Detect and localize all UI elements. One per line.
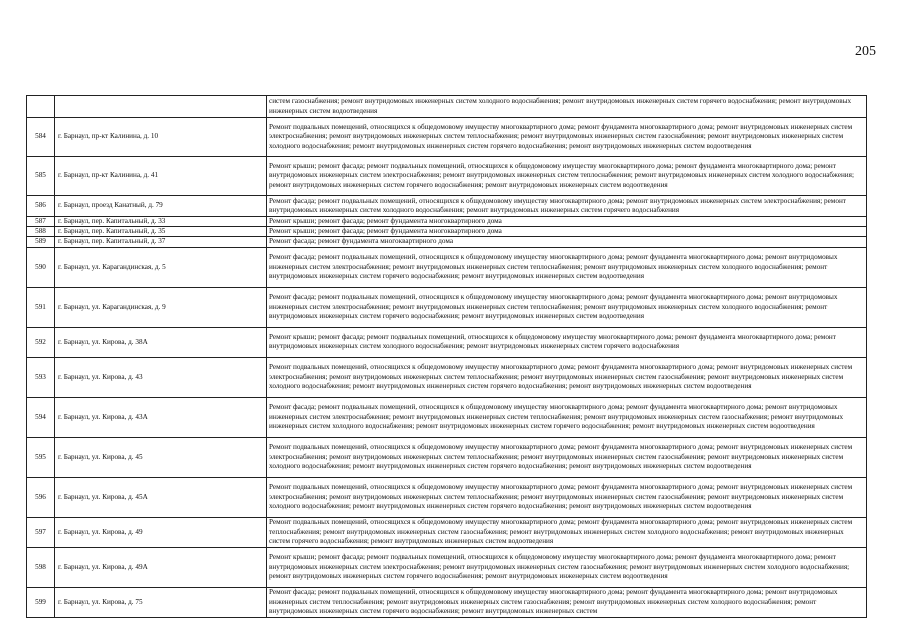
repair-works: Ремонт подвальных помещений, относящихся к общедомовому имуществу многоквартирного дома; ремонт фундамента многоквартирного дома; ремонт внутридомовых инженерных систем теплоснабжения; ремонт внутридомовых инженерных систем газоснабжения; ремонт внутридомовых инженерных систем холодного водоснабжения; ремонт внутридомовых инженерных систем горячего водоснабжения; ремонт внутридомовых инженерных систем водоотведения bbox=[267, 517, 867, 547]
building-address: г. Барнаул, ул. Кирова, д. 75 bbox=[55, 587, 267, 617]
table-row bbox=[27, 517, 867, 547]
repair-works: Ремонт фасада; ремонт подвальных помещений, относящихся к общедомовому имуществу многоквартирного дома; ремонт фундамента многоквартирного дома; ремонт внутридомовых инженерных систем электроснабжения; ремонт внутридомовых инженерных систем теплоснабжения; ремонт внутридомовых инженерных систем холодного водоснабжения; ремонт внутридомовых инженерных систем горячего водоснабжения; ремонт внутридомовых инженерных систем водоотведения bbox=[267, 287, 867, 327]
building-address: г. Барнаул, проезд Канатный, д. 79 bbox=[55, 196, 267, 217]
building-address: г. Барнаул, ул. Кирова, д. 43А bbox=[55, 397, 267, 437]
building-address bbox=[55, 96, 267, 118]
row-number: 594 bbox=[27, 397, 55, 437]
row-number: 596 bbox=[27, 477, 55, 517]
repair-register-table bbox=[26, 95, 867, 618]
table-row bbox=[27, 397, 867, 437]
row-number: 585 bbox=[27, 157, 55, 196]
repair-works: Ремонт подвальных помещений, относящихся к общедомовому имуществу многоквартирного дома; ремонт фундамента многоквартирного дома; ремонт внутридомовых инженерных систем электроснабжения; ремонт внутридомовых инженерных систем теплоснабжения; ремонт внутридомовых инженерных систем газоснабжения; ремонт внутридомовых инженерных систем холодного водоснабжения; ремонт внутридомовых инженерных систем горячего водоснабжения; ремонт внутридомовых инженерных систем водоотведения bbox=[267, 437, 867, 477]
row-number bbox=[27, 96, 55, 118]
building-address: г. Барнаул, ул. Кирова, д. 43 bbox=[55, 357, 267, 397]
row-number: 598 bbox=[27, 547, 55, 587]
row-number: 595 bbox=[27, 437, 55, 477]
table-row bbox=[27, 217, 867, 227]
building-address: г. Барнаул, пр-кт Калинина, д. 10 bbox=[55, 118, 267, 157]
page-number: 205 bbox=[855, 44, 876, 59]
repair-works: Ремонт крыши; ремонт фасада; ремонт фундамента многоквартирного дома bbox=[267, 217, 867, 227]
building-address: г. Барнаул, пер. Капитальный, д. 35 bbox=[55, 227, 267, 237]
repair-works: систем газоснабжения; ремонт внутридомовых инженерных систем холодного водоснабжения; ремонт внутридомовых инженерных систем горячего водоснабжения; ремонт внутридомовых инженерных систем водоотведения bbox=[267, 96, 867, 118]
row-number: 584 bbox=[27, 118, 55, 157]
row-number: 587 bbox=[27, 217, 55, 227]
building-address: г. Барнаул, пер. Капитальный, д. 33 bbox=[55, 217, 267, 227]
row-number: 592 bbox=[27, 327, 55, 357]
repair-works: Ремонт крыши; ремонт фасада; ремонт подвальных помещений, относящихся к общедомовому имуществу многоквартирного дома; ремонт фундамента многоквартирного дома; ремонт внутридомовых инженерных систем электроснабжения; ремонт внутридомовых инженерных систем теплоснабжения; ремонт внутридомовых инженерных систем холодного водоснабжения; ремонт внутридомовых инженерных систем горячего водоснабжения; ремонт внутридомовых инженерных систем водоотведения bbox=[267, 157, 867, 196]
repair-works: Ремонт крыши; ремонт фасада; ремонт подвальных помещений, относящихся к общедомовому имуществу многоквартирного дома; ремонт фундамента многоквартирного дома; ремонт внутридомовых инженерных систем холодного водоснабжения; ремонт внутридомовых инженерных систем горячего водоснабжения bbox=[267, 327, 867, 357]
repair-works: Ремонт фасада; ремонт подвальных помещений, относящихся к общедомовому имуществу многоквартирного дома; ремонт фундамента многоквартирного дома; ремонт внутридомовых инженерных систем электроснабжения; ремонт внутридомовых инженерных систем теплоснабжения; ремонт внутридомовых инженерных систем холодного водоснабжения; ремонт внутридомовых инженерных систем горячего водоснабжения; ремонт внутридомовых инженерных систем водоотведения bbox=[267, 247, 867, 287]
table-row bbox=[27, 247, 867, 287]
repair-works: Ремонт подвальных помещений, относящихся к общедомовому имуществу многоквартирного дома; ремонт фундамента многоквартирного дома; ремонт внутридомовых инженерных систем электроснабжения; ремонт внутридомовых инженерных систем теплоснабжения; ремонт внутридомовых инженерных систем газоснабжения; ремонт внутридомовых инженерных систем холодного водоснабжения; ремонт внутридомовых инженерных систем горячего водоснабжения; ремонт внутридомовых инженерных систем водоотведения bbox=[267, 118, 867, 157]
row-number: 599 bbox=[27, 587, 55, 617]
row-number: 590 bbox=[27, 247, 55, 287]
building-address: г. Барнаул, ул. Кирова, д. 49 bbox=[55, 517, 267, 547]
building-address: г. Барнаул, ул. Кирова, д. 45А bbox=[55, 477, 267, 517]
table-row bbox=[27, 237, 867, 247]
table-row bbox=[27, 287, 867, 327]
building-address: г. Барнаул, пр-кт Калинина, д. 41 bbox=[55, 157, 267, 196]
table-row bbox=[27, 196, 867, 217]
building-address: г. Барнаул, ул. Кирова, д. 49А bbox=[55, 547, 267, 587]
row-number: 597 bbox=[27, 517, 55, 547]
table-row bbox=[27, 357, 867, 397]
row-number: 593 bbox=[27, 357, 55, 397]
row-number: 589 bbox=[27, 237, 55, 247]
table-row bbox=[27, 477, 867, 517]
table-row bbox=[27, 96, 867, 118]
repair-works: Ремонт фасада; ремонт фундамента многоквартирного дома bbox=[267, 237, 867, 247]
row-number: 588 bbox=[27, 227, 55, 237]
table-row bbox=[27, 327, 867, 357]
repair-works: Ремонт подвальных помещений, относящихся к общедомовому имуществу многоквартирного дома; ремонт фундамента многоквартирного дома; ремонт внутридомовых инженерных систем электроснабжения; ремонт внутридомовых инженерных систем теплоснабжения; ремонт внутридомовых инженерных систем газоснабжения; ремонт внутридомовых инженерных систем холодного водоснабжения; ремонт внутридомовых инженерных систем горячего водоснабжения; ремонт внутридомовых инженерных систем водоотведения bbox=[267, 357, 867, 397]
table-row bbox=[27, 587, 867, 617]
repair-works: Ремонт фасада; ремонт подвальных помещений, относящихся к общедомовому имуществу многоквартирного дома; ремонт внутридомовых инженерных систем электроснабжения; ремонт внутридомовых инженерных систем холодного водоснабжения; ремонт внутридомовых инженерных систем горячего водоснабжения bbox=[267, 196, 867, 217]
table-row bbox=[27, 547, 867, 587]
building-address: г. Барнаул, ул. Карагандинская, д. 9 bbox=[55, 287, 267, 327]
building-address: г. Барнаул, ул. Кирова, д. 38А bbox=[55, 327, 267, 357]
table-row bbox=[27, 118, 867, 157]
table-row bbox=[27, 157, 867, 196]
row-number: 591 bbox=[27, 287, 55, 327]
building-address: г. Барнаул, пер. Капитальный, д. 37 bbox=[55, 237, 267, 247]
repair-works: Ремонт крыши; ремонт фасада; ремонт фундамента многоквартирного дома bbox=[267, 227, 867, 237]
repair-works: Ремонт фасада; ремонт подвальных помещений, относящихся к общедомовому имуществу многоквартирного дома; ремонт фундамента многоквартирного дома; ремонт внутридомовых инженерных систем теплоснабжения; ремонт внутридомовых инженерных систем газоснабжения; ремонт внутридомовых инженерных систем холодного водоснабжения; ремонт внутридомовых инженерных систем горячего водоснабжения; ремонт внутридомовых инженерных систем bbox=[267, 587, 867, 617]
table-row bbox=[27, 437, 867, 477]
building-address: г. Барнаул, ул. Кирова, д. 45 bbox=[55, 437, 267, 477]
table-row bbox=[27, 227, 867, 237]
repair-works: Ремонт крыши; ремонт фасада; ремонт подвальных помещений, относящихся к общедомовому имуществу многоквартирного дома; ремонт фундамента многоквартирного дома; ремонт внутридомовых инженерных систем электроснабжения; ремонт внутридомовых инженерных систем газоснабжения; ремонт внутридомовых инженерных систем холодного водоснабжения; ремонт внутридомовых инженерных систем горячего водоснабжения; ремонт внутридомовых инженерных систем водоотведения bbox=[267, 547, 867, 587]
row-number: 586 bbox=[27, 196, 55, 217]
building-address: г. Барнаул, ул. Карагандинская, д. 5 bbox=[55, 247, 267, 287]
repair-works: Ремонт подвальных помещений, относящихся к общедомовому имуществу многоквартирного дома; ремонт фундамента многоквартирного дома; ремонт внутридомовых инженерных систем электроснабжения; ремонт внутридомовых инженерных систем теплоснабжения; ремонт внутридомовых инженерных систем газоснабжения; ремонт внутридомовых инженерных систем холодного водоснабжения; ремонт внутридомовых инженерных систем горячего водоснабжения; ремонт внутридомовых инженерных систем водоотведения bbox=[267, 477, 867, 517]
repair-works: Ремонт фасада; ремонт подвальных помещений, относящихся к общедомовому имуществу многоквартирного дома; ремонт фундамента многоквартирного дома; ремонт внутридомовых инженерных систем электроснабжения; ремонт внутридомовых инженерных систем теплоснабжения; ремонт внутридомовых инженерных систем газоснабжения; ремонт внутридомовых инженерных систем холодного водоснабжения; ремонт внутридомовых инженерных систем горячего водоснабжения; ремонт внутридомовых инженерных систем водоотведения bbox=[267, 397, 867, 437]
